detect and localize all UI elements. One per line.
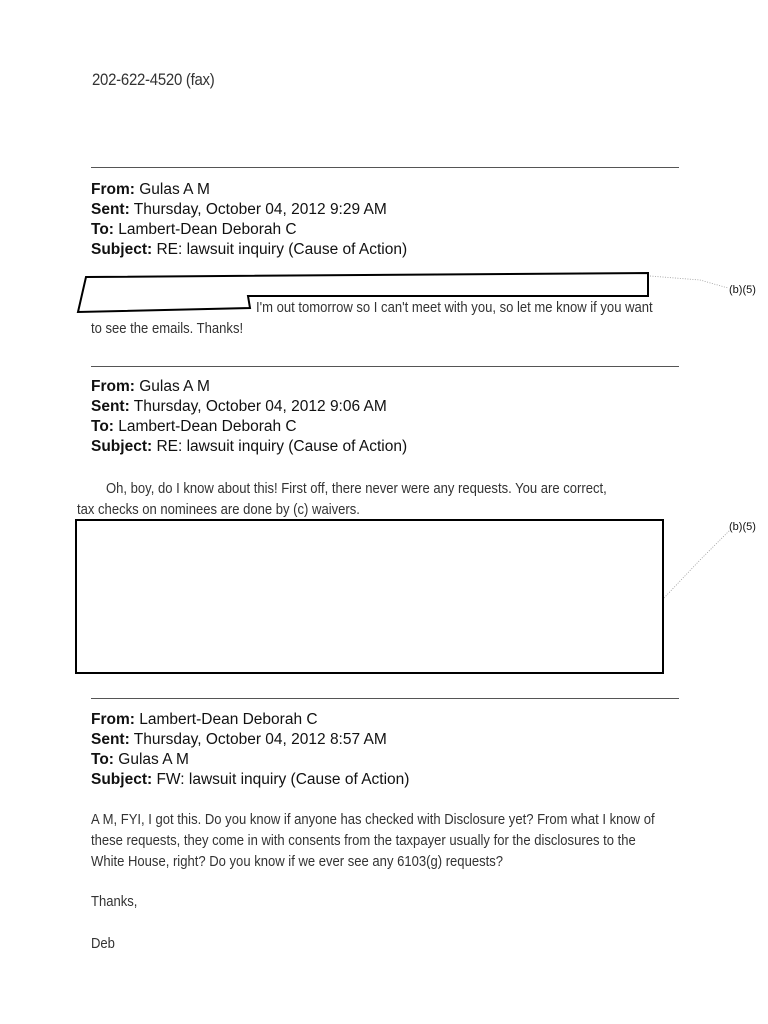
from-label: From: xyxy=(91,711,135,728)
email-2-body-line-2: tax checks on nominees are done by (c) waivers. xyxy=(77,501,360,518)
sent-row xyxy=(91,730,409,750)
subject-value: FW: lawsuit inquiry (Cause of Action) xyxy=(156,771,410,788)
from-label: From: xyxy=(91,181,135,198)
to-value: Lambert-Dean Deborah C xyxy=(118,221,297,238)
to-label: To: xyxy=(91,418,114,435)
from-row xyxy=(91,710,409,730)
email-3-body-line-2: these requests, they come in with consents from the taxpayer usually for the disclosures to the xyxy=(91,832,636,849)
to-value: Gulas A M xyxy=(118,751,189,768)
from-value: Gulas A M xyxy=(139,378,210,395)
redaction-leader-line-2 xyxy=(664,528,732,598)
redaction-leader-line-1 xyxy=(650,276,728,288)
sent-label: Sent: xyxy=(91,731,130,748)
subject-label: Subject: xyxy=(91,771,153,788)
email-2-body-line-1: Oh, boy, do I know about this! First off, there never were any requests. You are correct, xyxy=(106,480,607,497)
to-value: Lambert-Dean Deborah C xyxy=(118,418,297,435)
subject-value: RE: lawsuit inquiry (Cause of Action) xyxy=(156,241,408,258)
sent-label: Sent: xyxy=(91,201,130,218)
sent-label: Sent: xyxy=(91,398,130,415)
subject-value: RE: lawsuit inquiry (Cause of Action) xyxy=(156,438,408,455)
separator-rule xyxy=(91,698,679,699)
email-3-body-line-1: A M, FYI, I got this. Do you know if anyone has checked with Disclosure yet? From what I know of xyxy=(91,811,655,828)
sent-value: Thursday, October 04, 2012 9:29 AM xyxy=(133,201,387,218)
fax-number: 202-622-4520 (fax) xyxy=(92,70,215,89)
redaction-box-1 xyxy=(78,273,648,312)
subject-label: Subject: xyxy=(91,241,153,258)
to-row xyxy=(91,750,409,770)
subject-row xyxy=(91,770,409,790)
redaction-code-1: (b)(5) xyxy=(729,284,756,296)
redaction-box-2 xyxy=(75,519,664,674)
email-header-3 xyxy=(91,710,409,790)
email-3-signature: Deb xyxy=(91,935,115,952)
email-1-body-line-1: I'm out tomorrow so I can't meet with you, so let me know if you want xyxy=(256,299,653,316)
subject-label: Subject: xyxy=(91,438,153,455)
email-3-closing: Thanks, xyxy=(91,893,138,910)
email-3-body-line-3: White House, right? Do you know if we ever see any 6103(g) requests? xyxy=(91,853,504,870)
sent-value: Thursday, October 04, 2012 8:57 AM xyxy=(133,731,387,748)
from-value: Lambert-Dean Deborah C xyxy=(139,711,318,728)
email-1-body-line-2: to see the emails. Thanks! xyxy=(91,320,244,337)
from-label: From: xyxy=(91,378,135,395)
sent-value: Thursday, October 04, 2012 9:06 AM xyxy=(133,398,387,415)
to-label: To: xyxy=(91,751,114,768)
from-value: Gulas A M xyxy=(139,181,210,198)
redaction-code-2: (b)(5) xyxy=(729,521,756,533)
to-label: To: xyxy=(91,221,114,238)
